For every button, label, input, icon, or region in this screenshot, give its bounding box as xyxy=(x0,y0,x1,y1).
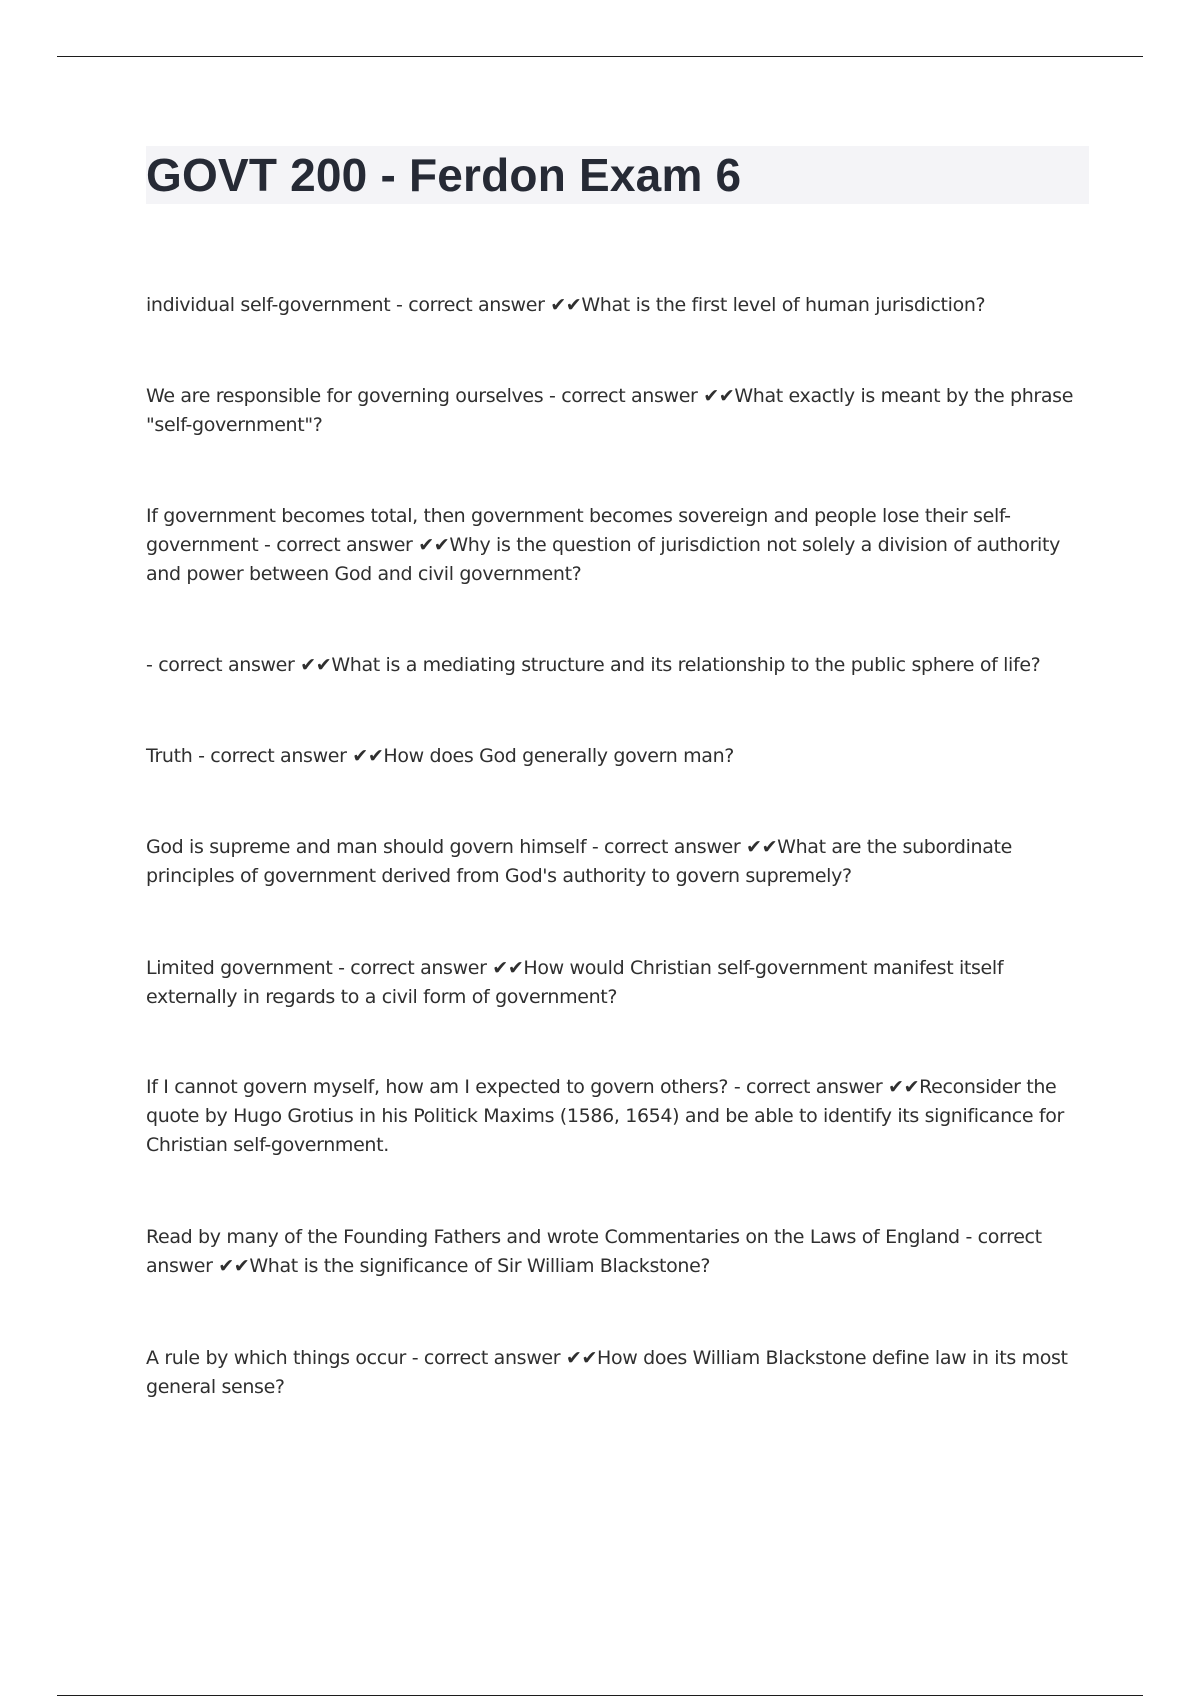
qa-item-5: Truth - correct answer ✔✔How does God generally govern man? xyxy=(146,745,734,767)
qa-item-8: If I cannot govern myself, how am I expected to govern others? - correct answer ✔✔Reconsider the quote by Hugo Grotius in his Politick Maxims (1586, 1654) and be able to identify its significance for Christian self-government. xyxy=(146,1076,1064,1156)
qa-item-3: If government becomes total, then government becomes sovereign and people lose their self-government - correct answer ✔✔Why is the question of jurisdiction not solely a division of authority and power between God and civil government? xyxy=(146,505,1060,585)
qa-item-9: Read by many of the Founding Fathers and wrote Commentaries on the Laws of England - correct answer ✔✔What is the significance of Sir William Blackstone? xyxy=(146,1226,1042,1277)
top-divider xyxy=(57,56,1143,57)
qa-item-4: - correct answer ✔✔What is a mediating structure and its relationship to the public sphere of life? xyxy=(146,654,1041,676)
title-banner xyxy=(146,146,1089,204)
qa-item-1: individual self-government - correct answer ✔✔What is the first level of human jurisdiction? xyxy=(146,294,986,316)
qa-item-6: God is supreme and man should govern himself - correct answer ✔✔What are the subordinate principles of government derived from God's authority to govern supremely? xyxy=(146,836,1012,887)
qa-item-2: We are responsible for governing ourselves - correct answer ✔✔What exactly is meant by the phrase "self-government"? xyxy=(146,385,1074,436)
document-title: GOVT 200 - Ferdon Exam 6 xyxy=(146,149,742,201)
qa-item-7: Limited government - correct answer ✔✔How would Christian self-government manifest itself externally in regards to a civil form of government? xyxy=(146,957,1004,1008)
qa-item-10: A rule by which things occur - correct answer ✔✔How does William Blackstone define law in its most general sense? xyxy=(146,1347,1068,1398)
bottom-divider xyxy=(57,1695,1143,1696)
